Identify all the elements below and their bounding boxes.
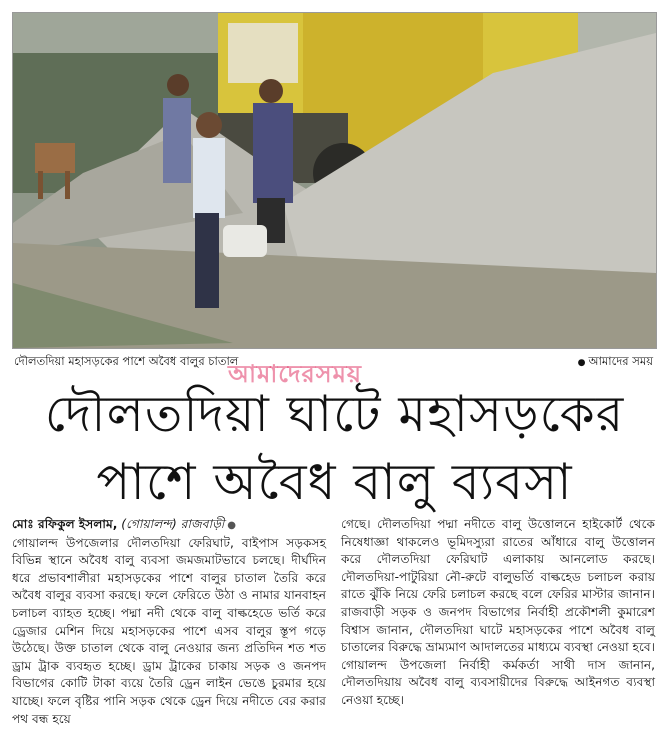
byline: [12, 516, 326, 535]
photo-credit-text: আমাদের সময়: [588, 354, 653, 368]
news-photo: [12, 12, 657, 349]
headline-line-1: দৌলতদিয়া ঘাটে মহাসড়কের: [44, 385, 625, 443]
reporter-name: মোঃ রফিকুল ইসলাম,: [12, 517, 118, 531]
photo-sand-trucks-icon: [13, 13, 656, 348]
byline-bullet-icon: ●: [227, 520, 237, 531]
photo-credit: [578, 352, 653, 372]
bullet-icon: ●: [577, 358, 586, 368]
newspaper-watermark: আমাদেরসময়: [228, 359, 363, 388]
article-text-right: গেছে। দৌলতদিয়া পদ্মা নদীতে বালু উত্তোলনে হাইকোর্ট থেকে নিষেধাজ্ঞা থাকলেও ভূমিদস্যুরা রাতের আঁধারে বালু উত্তোলন করে দৌলতদিয়া ফেরিঘাট এলাকায় আনলোড করছে। দৌলতদিয়া-পাটুরিয়া নৌ-রুটে বালুভর্তি বাল্কহেড চলাচল করায় রাতে ঝুঁকি নিয়ে ফেরি চলাচল করছে বলে ফেরির মাস্টার জানান। রাজবাড়ী সড়ক ও জনপদ বিভাগের নির্বাহী প্রকৌশলী কুমারেশ বিশ্বাস জানান, দৌলতদিয়া ঘাটে মহাসড়কের পাশে অবৈধ বালু চাতালের বিরুদ্ধে ভ্রাম্যমাণ আদালতের মাধ্যমে ব্যবস্থা নেওয়া হবে। গোয়ালন্দ উপজেলা নির্বাহী কর্মকর্তা সাথী দাস জানান, দৌলতদিয়ায় অবৈধ বালু ব্যবসায়ীদের বিরুদ্ধে আইনগত ব্যবস্থা নেওয়া হচ্ছে।: [341, 517, 655, 707]
article-column-right: [341, 516, 655, 710]
headline-line-2: পাশে অবৈধ বালু ব্যবসা: [96, 453, 573, 511]
headline: [0, 380, 669, 516]
article-text-left: গোয়ালন্দ উপজেলার দৌলতদিয়া ফেরিঘাট, বাইপাস সড়কসহ বিভিন্ন স্থানে অবৈধ বালু ব্যবসা জমজমাটভাবে চলছে। দীর্ঘদিন ধরে প্রভাবশালীরা মহাসড়কের পাশে বালুর চাতাল তৈরি করে অবৈধ বালুর ব্যবসা করছে। ফলে ফেরিতে উঠা ও নামার যানবাহন চলাচল ব্যাহত হচ্ছে। পদ্মা নদী থেকে বালু বাল্কহেডে ভর্তি করে ড্রেজার মেশিন দিয়ে মহাসড়কের পাশে এসব বালুর স্তূপ গড়ে উঠেছে। উক্ত চাতাল থেকে বালু নেওয়ার জন্য প্রতিদিন শত শত ড্রাম ট্রাক ব্যবহৃত হচ্ছে। ড্রাম ট্রাকের চাকায় সড়ক ও জনপদ বিভাগের কোটি টাকা ব্যয়ে তৈরি ড্রেন লাইন ভেঙে চুরমার হয়ে যাচ্ছে। ফলে বৃষ্টির পানি সড়ক থেকে ড্রেন দিয়ে নদীতে বের করার পথ বন্ধ হয়ে: [12, 535, 326, 726]
article-column-left: [12, 516, 326, 728]
photo-caption: দৌলতদিয়া মহাসড়কের পাশে অবৈধ বালুর চাতাল: [14, 354, 239, 368]
reporter-location: (গোয়ালন্দ) রাজবাড়ী: [121, 517, 225, 531]
article-body: [12, 516, 655, 736]
